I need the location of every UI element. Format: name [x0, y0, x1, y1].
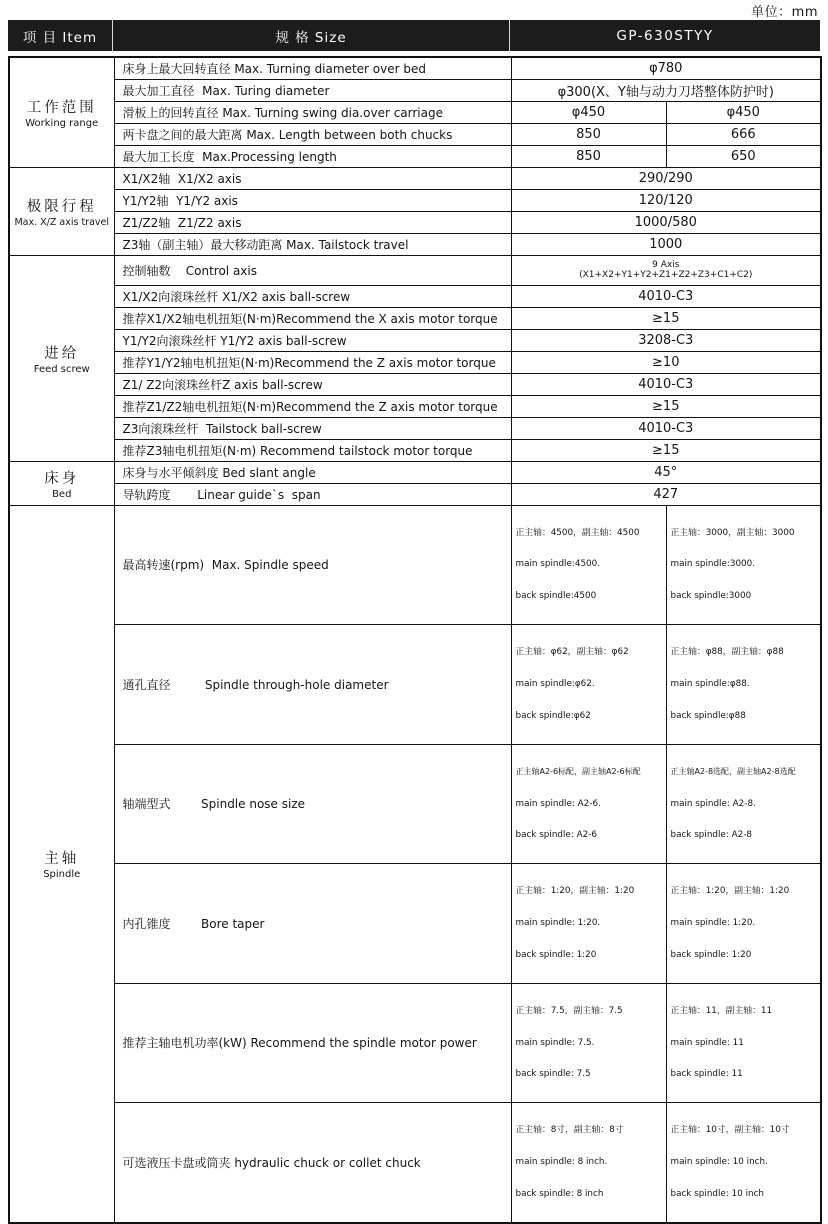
table-row	[9, 189, 821, 211]
section-title-cn: 主轴	[44, 851, 80, 868]
spec-label: X1/X2向滚珠丝杆 X1/X2 axis ball-screw	[114, 285, 511, 307]
spec-value: 290/290	[511, 167, 821, 189]
table-row	[9, 307, 821, 329]
spec-label: 推荐Z1/Z2轴电机扭矩(N·m)Recommend the Z axis motor torque	[114, 395, 511, 417]
value-line: back spindle: A2-8	[670, 830, 752, 841]
spec-value-variant-1	[511, 983, 666, 1103]
table-row	[9, 101, 821, 123]
spec-value: ≥15	[511, 439, 821, 461]
spec-label: 推荐Y1/Y2轴电机扭矩(N·m)Recommend the Z axis motor torque	[114, 351, 511, 373]
spec-value-left: 850	[511, 123, 666, 145]
spec-value-right: φ450	[666, 101, 821, 123]
value-line: 正主轴：10寸，副主轴：10寸	[670, 1125, 790, 1136]
spec-value: 4010-C3	[511, 285, 821, 307]
spec-label: 控制轴数 Control axis	[114, 255, 511, 285]
spec-value: ≥10	[511, 351, 821, 373]
spec-value: 1000	[511, 233, 821, 255]
spec-value-left: 850	[511, 145, 666, 167]
value-line: main spindle: 1:20.	[670, 918, 756, 929]
spec-value-variant-1	[511, 1103, 666, 1223]
spec-value: 120/120	[511, 189, 821, 211]
section-title-cn: 工作范围	[26, 99, 97, 116]
table-row	[9, 439, 821, 461]
spec-value-variant-2	[666, 983, 821, 1103]
header-item-column: 项 目 Item	[8, 20, 113, 51]
spec-value: φ780	[511, 57, 821, 79]
value-line: back spindle:φ88	[670, 710, 746, 721]
spec-label: 滑板上的回转直径 Max. Turning swing dia.over carriage	[114, 101, 511, 123]
section-cell-working-range	[9, 57, 114, 167]
table-row	[9, 123, 821, 145]
spec-label: Z1/ Z2向滚珠丝杆Z axis ball-screw	[114, 373, 511, 395]
spec-value-variant-1	[511, 744, 666, 864]
spec-label: 轴端型式 Spindle nose size	[114, 744, 511, 864]
value-line: back spindle: 8 inch	[515, 1188, 604, 1199]
spec-value-variant-2	[666, 505, 821, 625]
table-row	[9, 285, 821, 307]
spec-label: 床身上最大回转直径 Max. Turning diameter over bed	[114, 57, 511, 79]
table-row	[9, 79, 821, 101]
spec-value-right: 650	[666, 145, 821, 167]
spec-label: 最高转速(rpm) Max. Spindle speed	[114, 505, 511, 625]
table-row	[9, 744, 821, 864]
value-line: 正主轴：3000，副主轴：3000	[670, 527, 795, 538]
value-line: back spindle: 11	[670, 1069, 743, 1080]
table-row	[9, 351, 821, 373]
value-line: 正主轴：4500，副主轴：4500	[515, 527, 640, 538]
spec-label: Z3轴（副主轴）最大移动距离 Max. Tailstock travel	[114, 233, 511, 255]
section-title-en: Spindle	[43, 869, 81, 881]
section-title-cn: 床身	[44, 470, 80, 487]
value-line: main spindle: 11	[670, 1037, 744, 1048]
table-row	[9, 211, 821, 233]
value-line: (X1+X2+Y1+Y2+Z1+Z2+Z3+C1+C2)	[579, 270, 753, 280]
section-cell-axis-travel	[9, 167, 114, 255]
spec-value: 1000/580	[511, 211, 821, 233]
spec-label: Y1/Y2向滚珠丝杆 Y1/Y2 axis ball-screw	[114, 329, 511, 351]
header-size-column: 规 格 Size	[113, 20, 510, 51]
spec-value-variant-1	[511, 864, 666, 984]
value-line: 正主轴：φ88，副主轴：φ88	[670, 647, 784, 658]
table-row	[9, 329, 821, 351]
value-line: 正主轴：8寸，副主轴：8寸	[515, 1125, 624, 1136]
spec-value-variant-2	[666, 625, 821, 745]
value-line: 正主轴：φ62，副主轴：φ62	[515, 647, 629, 658]
spec-label: 床身与水平倾斜度 Bed slant angle	[114, 461, 511, 483]
table-row	[9, 625, 821, 745]
spec-label: 推荐Z3轴电机扭矩(N·m) Recommend tailstock motor torque	[114, 439, 511, 461]
value-line: main spindle: 8 inch.	[515, 1157, 608, 1168]
value-line: back spindle: 1:20	[515, 949, 597, 960]
spec-value-variant-1	[511, 505, 666, 625]
value-line: main spindle:φ88.	[670, 679, 750, 689]
table-row	[9, 255, 821, 285]
spec-label: 最大加工长度 Max.Processing length	[114, 145, 511, 167]
spec-label: 最大加工直径 Max. Turing diameter	[114, 79, 511, 101]
spec-value-multiline	[511, 255, 821, 285]
spec-value: 3208-C3	[511, 329, 821, 351]
spec-label: Z1/Z2轴 Z1/Z2 axis	[114, 211, 511, 233]
value-line: main spindle:φ62.	[515, 679, 595, 689]
section-title-cn: 进给	[44, 345, 80, 362]
spec-value-variant-2	[666, 744, 821, 864]
spec-label: Z3向滚珠丝杆 Tailstock ball-screw	[114, 417, 511, 439]
value-line: 正主轴：1:20，副主轴：1:20	[670, 886, 790, 897]
table-row	[9, 461, 821, 483]
section-cell-bed	[9, 461, 114, 505]
spec-value: ≥15	[511, 395, 821, 417]
spec-value: 45°	[511, 461, 821, 483]
table-row	[9, 395, 821, 417]
value-line: back spindle: A2-6	[515, 830, 597, 841]
table-row	[9, 417, 821, 439]
value-line: 正主轴：7.5，副主轴：7.5	[515, 1005, 623, 1016]
table-row	[9, 145, 821, 167]
spec-label: 推荐主轴电机功率(kW) Recommend the spindle motor power	[114, 983, 511, 1103]
value-line: back spindle: 10 inch	[670, 1188, 765, 1199]
value-line: 9 Axis	[652, 259, 680, 270]
spec-value-variant-1	[511, 625, 666, 745]
table-row	[9, 483, 821, 505]
table-row	[9, 233, 821, 255]
spec-value-left: φ450	[511, 101, 666, 123]
value-line: back spindle:φ62	[515, 710, 591, 721]
section-title-en: Feed screw	[33, 363, 90, 375]
value-line: main spindle:3000.	[670, 559, 756, 570]
value-line: main spindle: A2-8.	[670, 798, 756, 809]
table-header	[8, 20, 820, 51]
section-title-en: Working range	[25, 117, 99, 129]
spec-label: 导轨跨度 Linear guide`s span	[114, 483, 511, 505]
spec-label: X1/X2轴 X1/X2 axis	[114, 167, 511, 189]
spec-value-variant-2	[666, 1103, 821, 1223]
spec-label: 通孔直径 Spindle through-hole diameter	[114, 625, 511, 745]
value-line: back spindle:3000	[670, 591, 752, 602]
value-line: back spindle:4500	[515, 591, 597, 602]
section-title-en: Bed	[52, 488, 72, 500]
value-line: main spindle: A2-6.	[515, 798, 601, 809]
value-line: back spindle: 1:20	[670, 949, 752, 960]
value-line: back spindle: 7.5	[515, 1069, 591, 1080]
table-row	[9, 983, 821, 1103]
spec-table	[8, 56, 822, 1224]
spec-value-variant-2	[666, 864, 821, 984]
table-row	[9, 373, 821, 395]
value-line: main spindle: 1:20.	[515, 918, 601, 929]
spec-value: 4010-C3	[511, 373, 821, 395]
spec-value-right: 666	[666, 123, 821, 145]
value-line: main spindle: 7.5.	[515, 1037, 595, 1048]
value-line: main spindle: 10 inch.	[670, 1157, 768, 1168]
spec-label: Y1/Y2轴 Y1/Y2 axis	[114, 189, 511, 211]
table-row	[9, 864, 821, 984]
value-line: 正主轴A2-6标配，副主轴A2-6标配	[515, 766, 641, 776]
unit-label: 单位：mm	[751, 5, 818, 20]
spec-value: ≥15	[511, 307, 821, 329]
table-row	[9, 57, 821, 79]
section-title-cn: 极限行程	[26, 198, 97, 215]
spec-value: 4010-C3	[511, 417, 821, 439]
spec-value: φ300(X、Y轴与动力刀塔整体防护时)	[511, 79, 821, 101]
value-line: 正主轴：1:20，副主轴：1:20	[515, 886, 635, 897]
value-line: 正主轴A2-8选配，副主轴A2-8选配	[670, 766, 796, 776]
header-model-name: GP-630STYY	[616, 27, 714, 44]
table-row	[9, 167, 821, 189]
section-cell-spindle	[9, 505, 114, 1223]
spec-label: 两卡盘之间的最大距离 Max. Length between both chucks	[114, 123, 511, 145]
table-row	[9, 505, 821, 625]
section-title-en: Max. X/Z axis travel	[14, 216, 110, 228]
value-line: 正主轴：11，副主轴：11	[670, 1005, 773, 1016]
spec-label: 可选液压卡盘或筒夹 hydraulic chuck or collet chuck	[114, 1103, 511, 1223]
spec-value: 427	[511, 483, 821, 505]
table-row	[9, 1103, 821, 1223]
spec-label: 内孔锥度 Bore taper	[114, 864, 511, 984]
spec-label: 推荐X1/X2轴电机扭矩(N·m)Recommend the X axis motor torque	[114, 307, 511, 329]
value-line: main spindle:4500.	[515, 559, 601, 570]
section-cell-feed-screw	[9, 255, 114, 461]
